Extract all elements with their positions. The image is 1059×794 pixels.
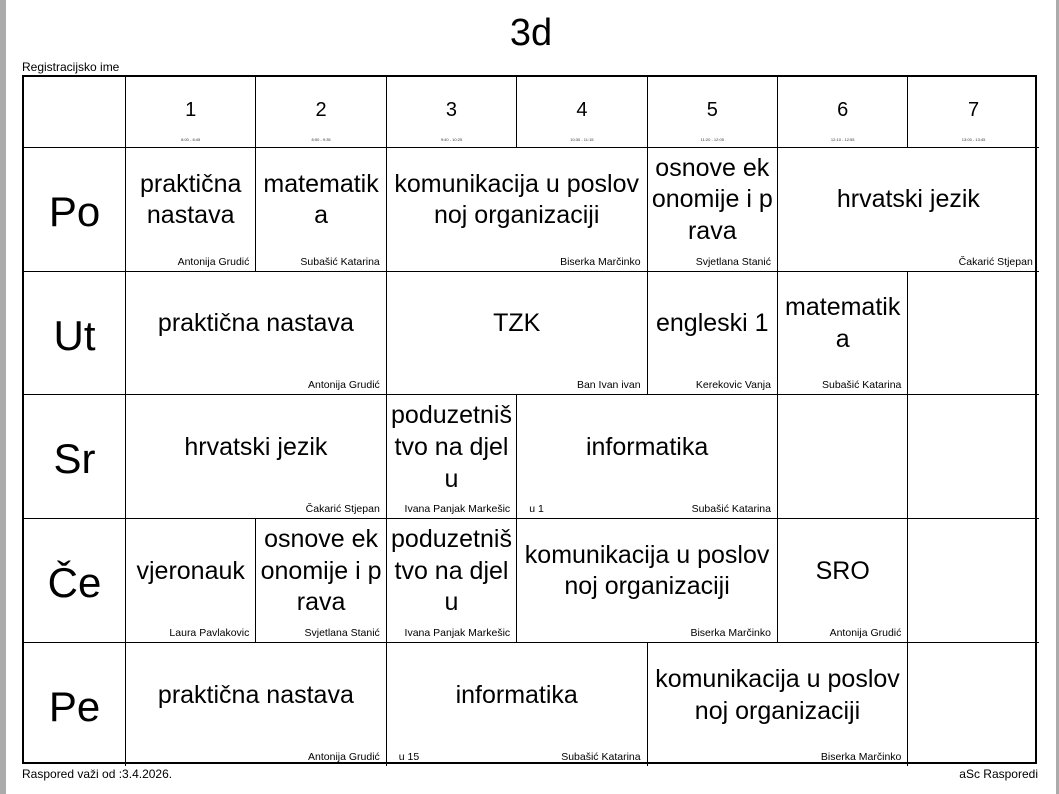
lesson-subject: komunikacija u poslovnoj organizaciji: [655, 664, 900, 725]
period-header-5: [648, 77, 778, 148]
lesson-subject: matematika: [785, 293, 901, 354]
lesson-teacher: Antonija Grudić: [829, 626, 902, 639]
lesson-cell[interactable]: [126, 395, 387, 519]
lesson-cell[interactable]: [126, 272, 387, 396]
lesson-room: u 15: [398, 751, 420, 764]
period-number: 7: [968, 99, 980, 121]
lesson-teacher: Svjetlana Stanić: [695, 255, 771, 268]
lesson-subject: TZK: [493, 309, 541, 338]
lesson-cell[interactable]: [387, 643, 648, 767]
lesson-teacher: Biserka Marčinko: [560, 255, 641, 268]
period-time: 8:00 - 8:45: [181, 137, 201, 142]
lesson-cell[interactable]: [126, 519, 256, 643]
period-number: 1: [185, 99, 197, 121]
lesson-teacher: Antonija Grudić: [177, 255, 250, 268]
period-header-1: [126, 77, 256, 148]
lesson-teacher: Antonija Grudić: [308, 751, 380, 764]
day-label: Če: [47, 559, 102, 607]
period-header-4: [517, 77, 647, 148]
lesson-teacher: Kerekovic Vanja: [695, 379, 771, 392]
lesson-subject: komunikacija u poslovnoj organizaciji: [394, 169, 639, 230]
lesson-cell[interactable]: [387, 519, 517, 643]
lesson-cell[interactable]: [648, 272, 778, 396]
lesson-teacher: Čakarić Stjepan: [305, 503, 380, 516]
lesson-cell[interactable]: [256, 519, 386, 643]
period-number: 2: [315, 99, 327, 121]
lesson-cell[interactable]: [387, 148, 648, 272]
lesson-teacher: Biserka Marčinko: [690, 626, 771, 639]
empty-slot: [908, 395, 1038, 519]
lesson-subject: praktična nastava: [139, 169, 242, 230]
lesson-subject: praktična nastava: [157, 309, 354, 338]
day-header-če: [24, 519, 126, 643]
lesson-subject: osnove ekonomije i prava: [651, 153, 773, 246]
day-label: Pe: [48, 682, 101, 730]
period-time: 9:40 - 10:25: [440, 137, 463, 142]
lesson-cell[interactable]: [387, 272, 648, 396]
lesson-subject: SRO: [815, 556, 870, 585]
lesson-subject: informatika: [455, 680, 578, 709]
lesson-cell[interactable]: [778, 272, 908, 396]
lesson-cell[interactable]: [517, 395, 778, 519]
registration-label: Registracijsko ime: [22, 60, 120, 74]
day-header-po: [24, 148, 126, 272]
period-number: 6: [837, 99, 849, 121]
period-number: 4: [576, 99, 588, 121]
empty-slot: [778, 395, 908, 519]
lesson-teacher: Čakarić Stjepan: [958, 255, 1033, 268]
lesson-teacher: Subašić Katarina: [691, 503, 771, 516]
lesson-subject: poduzetništvo na djelu: [391, 401, 512, 493]
lesson-subject: hrvatski jezik: [184, 432, 328, 461]
timetable-grid: [22, 75, 1037, 764]
lesson-subject: praktična nastava: [157, 680, 354, 709]
day-label: Po: [48, 188, 101, 235]
lesson-cell[interactable]: [778, 148, 1039, 272]
lesson-cell[interactable]: [126, 643, 387, 767]
period-time: 11:20 - 12:05: [700, 137, 724, 142]
lesson-subject: matematika: [263, 169, 379, 230]
timetable-page: [6, 0, 1056, 794]
period-header-7: [908, 77, 1038, 148]
lesson-teacher: Biserka Marčinko: [820, 751, 902, 764]
lesson-teacher: Ivana Panjak Markešic: [404, 626, 511, 639]
lesson-subject: informatika: [585, 432, 709, 461]
lesson-subject: engleski 1: [656, 309, 769, 338]
day-label: Ut: [53, 311, 96, 359]
lesson-cell[interactable]: [648, 148, 778, 272]
empty-slot: [908, 519, 1038, 643]
lesson-teacher: Subašić Katarina: [822, 379, 902, 392]
lesson-teacher: Svjetlana Stanić: [304, 626, 380, 639]
valid-from-note: Raspored važi od :3.4.2026.: [22, 767, 173, 781]
lesson-teacher: Ivana Panjak Markešic: [404, 503, 511, 516]
lesson-subject: hrvatski jezik: [836, 185, 980, 214]
software-credit: aSc Rasporedi: [959, 767, 1038, 781]
lesson-cell[interactable]: [126, 148, 256, 272]
period-header-3: [387, 77, 517, 148]
empty-slot: [908, 643, 1038, 767]
lesson-teacher: Antonija Grudić: [308, 379, 380, 392]
lesson-cell[interactable]: [517, 519, 778, 643]
day-header-sr: [24, 395, 126, 519]
period-number: 5: [706, 99, 718, 121]
day-header-pe: [24, 643, 126, 767]
day-label: Sr: [53, 435, 96, 483]
lesson-cell[interactable]: [648, 643, 909, 767]
class-title: 3d: [509, 12, 553, 54]
day-header-ut: [24, 272, 126, 396]
lesson-subject: vjeronauk: [136, 556, 245, 585]
lesson-subject: osnove ekonomije i prava: [260, 524, 382, 617]
lesson-cell[interactable]: [256, 148, 386, 272]
lesson-teacher: Ban Ivan ivan: [576, 379, 641, 392]
lesson-cell[interactable]: [387, 395, 517, 519]
period-number: 3: [445, 99, 458, 121]
period-time: 8:50 - 9:35: [311, 137, 331, 142]
corner-cell: [24, 77, 126, 148]
period-header-2: [256, 77, 386, 148]
lesson-teacher: Subašić Katarina: [561, 751, 641, 764]
period-time: 13:00 - 13:45: [961, 137, 986, 142]
period-time: 10:30 - 11:15: [570, 137, 594, 142]
empty-slot: [908, 272, 1038, 396]
lesson-subject: poduzetništvo na djelu: [391, 524, 512, 617]
period-header-6: [778, 77, 908, 148]
lesson-teacher: Laura Pavlakovic: [169, 626, 250, 639]
lesson-teacher: Subašić Katarina: [300, 255, 380, 268]
lesson-subject: komunikacija u poslovnoj organizaciji: [524, 540, 770, 601]
lesson-room: u 1: [529, 503, 544, 516]
period-time: 12:10 - 12:55: [830, 137, 855, 142]
lesson-cell[interactable]: [778, 519, 908, 643]
